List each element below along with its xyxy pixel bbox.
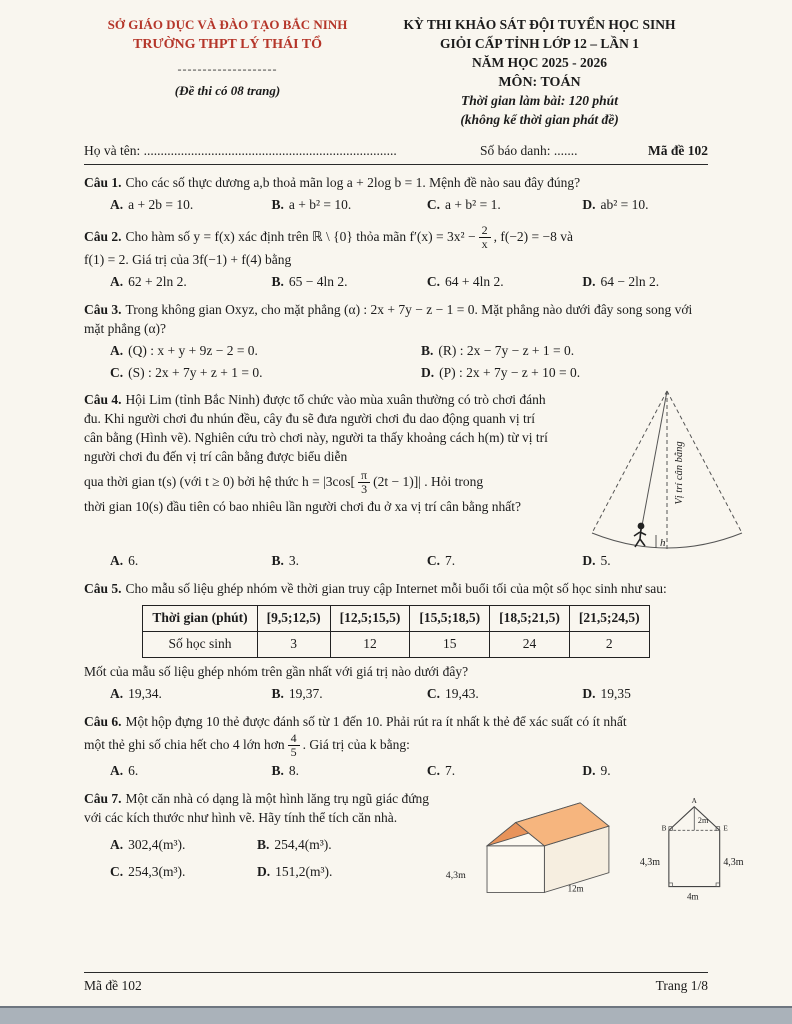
option-value: (R) : 2x − 7y − z + 1 = 0.: [438, 342, 575, 358]
option-3b: [421, 342, 708, 361]
question-4-body3: (2t − 1)]| . Hỏi trong: [373, 474, 484, 490]
table-count: 12: [330, 632, 410, 658]
question-7: [84, 790, 744, 914]
question-7-options: [84, 836, 444, 882]
school-name: TRƯỜNG THPT LÝ THÁI TỔ: [132, 37, 323, 53]
table-col-header: Thời gian (phút): [143, 606, 257, 632]
house-front-wall: [487, 846, 544, 893]
table-interval: [12,5;15,5): [330, 606, 410, 632]
question-7-body: Một căn nhà có dạng là một hình lăng trụ ngũ giác đứng với các kích thước như hình vẽ. Hãy tính thể tích căn nhà.: [84, 790, 430, 825]
question-5-options: [84, 685, 708, 704]
question-1-label: Câu 1.: [84, 174, 122, 190]
exam-code-badge: Mã đề 102: [648, 143, 708, 159]
option-value: a + 2b = 10.: [128, 196, 194, 212]
option-4c: [427, 552, 582, 571]
candidate-name-field: Họ và tên: ...........................................................................: [84, 143, 397, 159]
option-letter: B.: [271, 273, 284, 289]
option-2d: [582, 273, 708, 292]
exam-header: [84, 16, 708, 130]
swinger-icon: [634, 523, 646, 547]
table-count: 24: [490, 632, 570, 658]
table-header-row: [143, 606, 649, 632]
option-value: 19,37.: [288, 685, 323, 701]
option-value: 6.: [128, 763, 139, 779]
option-7a: [110, 836, 257, 855]
option-2a: [110, 273, 271, 292]
exam-title-line2: GIỎI CẤP TỈNH LỚP 12 – LẦN 1: [440, 35, 639, 51]
option-value: 254,4(m³).: [274, 836, 332, 852]
question-3-label: Câu 3.: [84, 301, 122, 317]
option-value: 65 − 4ln 2.: [288, 273, 348, 289]
option-letter: D.: [582, 273, 596, 289]
pages-note: (Đề thi có 08 trang): [174, 82, 281, 98]
option-value: 19,34.: [128, 685, 162, 701]
option-letter: D.: [582, 763, 596, 779]
option-value: 302,4(m³).: [128, 836, 186, 852]
pentagon-left-label: 4,3m: [639, 856, 661, 868]
option-value: 6.: [128, 553, 139, 569]
question-4-label: Câu 4.: [84, 392, 122, 408]
question-2-body: Cho hàm số y = f(x) xác định trên ℝ \ {0} thỏa mãn f′(x) = 3x² −: [125, 228, 476, 244]
h-label: h: [660, 537, 666, 550]
question-6-body2: một thẻ ghi số chia hết cho 4 lớn hơn: [84, 736, 285, 752]
question-1-text: [84, 174, 708, 193]
option-7d: [257, 863, 444, 882]
option-letter: B.: [271, 553, 284, 569]
question-5-text-line2: Mốt của mẫu số liệu ghép nhóm trên gần nhất với giá trị nào dưới đây?: [84, 664, 469, 679]
vertex-b-label: B: [661, 824, 667, 833]
pentagon-figure: [638, 792, 756, 914]
question-3-options: [84, 342, 708, 383]
option-value: 62 + 2ln 2.: [128, 273, 187, 289]
table-count: 15: [410, 632, 490, 658]
option-2c: [427, 273, 582, 292]
duration-note: (không kể thời gian phát đề): [460, 112, 619, 128]
table-interval: [21,5;24,5): [569, 606, 649, 632]
question-1: [84, 174, 708, 215]
option-letter: A.: [110, 836, 124, 852]
option-6a: [110, 762, 271, 781]
option-letter: A.: [110, 196, 124, 212]
candidate-number-field: Số báo danh: .......: [480, 143, 578, 159]
table-row-header: Số học sinh: [143, 632, 257, 658]
question-7-left: [84, 790, 444, 914]
table-interval: [15,5;18,5): [410, 606, 490, 632]
option-letter: D.: [582, 553, 596, 569]
question-7-text: [84, 790, 444, 828]
option-value: 64 − 2ln 2.: [600, 273, 660, 289]
pentagon-bottom-label: 4m: [687, 891, 699, 902]
question-2: [84, 224, 708, 292]
table-interval: [9,5;12,5): [257, 606, 330, 632]
option-value: 19,35: [600, 685, 631, 701]
question-2-text: [84, 224, 708, 251]
question-4: [84, 391, 708, 571]
option-value: a + b² = 10.: [288, 196, 352, 212]
option-letter: D.: [582, 196, 596, 212]
option-value: 64 + 4ln 2.: [445, 273, 504, 289]
question-1-options: [84, 196, 708, 215]
question-2-label: Câu 2.: [84, 228, 122, 244]
divider-dashes: --------------------: [177, 61, 278, 76]
option-1c: [427, 196, 582, 215]
option-letter: D.: [256, 863, 271, 879]
option-letter: B.: [271, 685, 284, 701]
duration: Thời gian làm bài: 120 phút: [461, 93, 618, 109]
fraction-numerator: 2: [479, 224, 491, 238]
option-value: 3.: [288, 553, 299, 569]
question-6-text: [84, 713, 708, 732]
option-letter: A.: [110, 685, 124, 701]
footer-page-number: Trang 1/8: [655, 978, 708, 994]
question-5-text: [84, 580, 708, 599]
option-value: 8.: [288, 763, 299, 779]
fraction-denominator: 5: [290, 744, 297, 759]
house-depth-label: 12m: [567, 883, 584, 894]
school-year: NĂM HỌC 2025 - 2026: [472, 54, 607, 70]
option-value: 5.: [600, 553, 611, 569]
question-7-figures: [444, 790, 756, 914]
option-1a: [110, 196, 271, 215]
exam-title-line1: KỲ THI KHẢO SÁT ĐỘI TUYỂN HỌC SINH: [403, 17, 676, 32]
option-7c: [110, 863, 257, 882]
footer-exam-code: Mã đề 102: [84, 978, 142, 994]
question-3-body: Trong không gian Oxyz, cho mặt phẳng (α) : 2x + 7y − z − 1 = 0. Mặt phẳng nào dưới đây song song với mặt phẳng (α)?: [84, 301, 693, 336]
option-value: 19,43.: [445, 685, 479, 701]
option-3a: [110, 342, 421, 361]
question-6-body: Một hộp đựng 10 thẻ được đánh số từ 1 đến 10. Phải rút ra ít nhất k thẻ để xác suất có ít nhất: [125, 713, 627, 729]
option-value: 7.: [445, 553, 456, 569]
option-value: (S) : 2x + 7y + z + 1 = 0.: [128, 364, 263, 380]
pentagon-right-label: 4,3m: [723, 856, 744, 868]
question-2-text-line2: f(1) = 2. Giá trị của 3f(−1) + f(4) bằng: [84, 252, 292, 268]
option-6d: [582, 762, 708, 781]
option-letter: B.: [271, 196, 284, 212]
swing-rope-line: [641, 391, 667, 531]
option-letter: A.: [110, 553, 124, 569]
option-letter: A.: [110, 273, 124, 289]
option-letter: C.: [426, 685, 441, 701]
option-letter: C.: [426, 196, 441, 212]
table-data-row: [143, 632, 649, 658]
option-letter: C.: [110, 364, 124, 380]
option-1d: [582, 196, 708, 215]
option-letter: B.: [271, 763, 284, 779]
option-value: 254,3(m³).: [128, 863, 186, 879]
question-2-options: [84, 273, 708, 292]
fraction: [288, 732, 300, 759]
swing-left-extreme-line: [592, 391, 667, 533]
option-4b: [271, 552, 426, 571]
question-2-body2: , f(−2) = −8 và: [493, 228, 574, 244]
option-5c: [427, 685, 582, 704]
pentagon-top-label: 2m: [697, 815, 709, 825]
option-value: a + b² = 1.: [445, 196, 501, 212]
header-left: [84, 16, 371, 130]
question-4-body: [84, 391, 556, 549]
question-4-formula-line: [84, 469, 556, 496]
option-4a: [110, 552, 271, 571]
option-value: (P) : 2x + 7y − z + 10 = 0.: [439, 364, 581, 380]
house-prism-figure: [444, 792, 634, 914]
fraction: [479, 224, 491, 251]
question-6: [84, 713, 708, 781]
department-name: SỞ GIÁO DỤC VÀ ĐÀO TẠO BẮC NINH: [107, 17, 348, 32]
option-letter: B.: [420, 342, 434, 358]
option-5d: [582, 685, 708, 704]
question-4-body2: qua thời gian t(s) (với t ≥ 0) bởi hệ thức h = |3cos[: [84, 474, 356, 490]
question-4-body1: Hội Lim (tỉnh Bắc Ninh) được tổ chức vào mùa xuân thường có trò chơi đánh đu. Khi người chơi đu nhún đều, cây đu sẽ đưa người chơi đu dao động quanh vị trí cân bằng (Hình vẽ). Nghiên cứu trò chơi này, người ta thấy khoảng cách h(m) từ vị trí người chơi đu đến vị trí cân bằng được biểu diễn: [84, 392, 548, 465]
subject: MÔN: TOÁN: [498, 74, 581, 90]
option-letter: D.: [582, 685, 596, 701]
question-3: [84, 301, 708, 383]
option-letter: C.: [110, 863, 124, 879]
option-3d: [421, 364, 708, 383]
candidate-row: [84, 142, 708, 165]
question-6-body3: . Giá trị của k bằng:: [302, 736, 410, 752]
table-interval: [18,5;21,5): [490, 606, 570, 632]
option-letter: A.: [110, 342, 124, 358]
fraction-numerator: 4: [288, 732, 300, 746]
fraction-denominator: 3: [361, 482, 368, 497]
question-5-label: Câu 5.: [84, 581, 122, 597]
vertex-e-label: E: [723, 824, 728, 833]
option-value: 9.: [600, 763, 611, 779]
option-1b: [271, 196, 426, 215]
frequency-table: [142, 605, 649, 658]
option-value: 7.: [445, 763, 456, 779]
option-letter: C.: [426, 763, 441, 779]
header-right: [371, 16, 708, 130]
option-6b: [271, 762, 426, 781]
option-6c: [427, 762, 582, 781]
option-letter: A.: [110, 763, 124, 779]
page-footer: [84, 972, 708, 996]
question-5: [84, 580, 708, 703]
house-side-label: 4,3m: [445, 870, 466, 882]
table-count: 2: [569, 632, 649, 658]
vertex-a-label: A: [691, 797, 697, 806]
option-letter: C.: [426, 273, 441, 289]
option-5a: [110, 685, 271, 704]
fraction: [358, 469, 370, 496]
question-6-formula-line: [84, 732, 708, 759]
question-5-body: Cho mẫu số liệu ghép nhóm về thời gian truy cập Internet mỗi buổi tối của một số học sinh như sau:: [125, 581, 667, 597]
option-letter: B.: [256, 836, 270, 852]
equilibrium-label: Vị trí cân bằng: [674, 441, 685, 506]
question-1-body: Cho các số thực dương a,b thoả mãn log a + 2log b = 1. Mệnh đề nào sau đây đúng?: [125, 174, 581, 190]
question-4-text-line3: thời gian 10(s) đầu tiên có bao nhiêu lần người chơi đu ở xa vị trí cân bằng nhất?: [84, 499, 522, 515]
question-6-options: [84, 762, 708, 781]
option-value: ab² = 10.: [600, 196, 649, 212]
swing-figure: [570, 385, 756, 557]
option-3c: [110, 364, 421, 383]
option-7b: [257, 836, 444, 855]
option-5b: [271, 685, 426, 704]
fraction-numerator: π: [358, 469, 370, 483]
question-3-text: [84, 301, 708, 339]
option-value: (Q) : x + y + 9z − 2 = 0.: [128, 342, 258, 358]
option-2b: [271, 273, 426, 292]
table-count: 3: [257, 632, 330, 658]
option-letter: C.: [426, 553, 441, 569]
question-4-text: [84, 391, 556, 467]
question-7-label: Câu 7.: [84, 790, 122, 806]
option-value: 151,2(m³).: [275, 863, 333, 879]
option-letter: D.: [420, 364, 435, 380]
fraction-denominator: x: [481, 236, 488, 251]
question-6-label: Câu 6.: [84, 713, 122, 729]
